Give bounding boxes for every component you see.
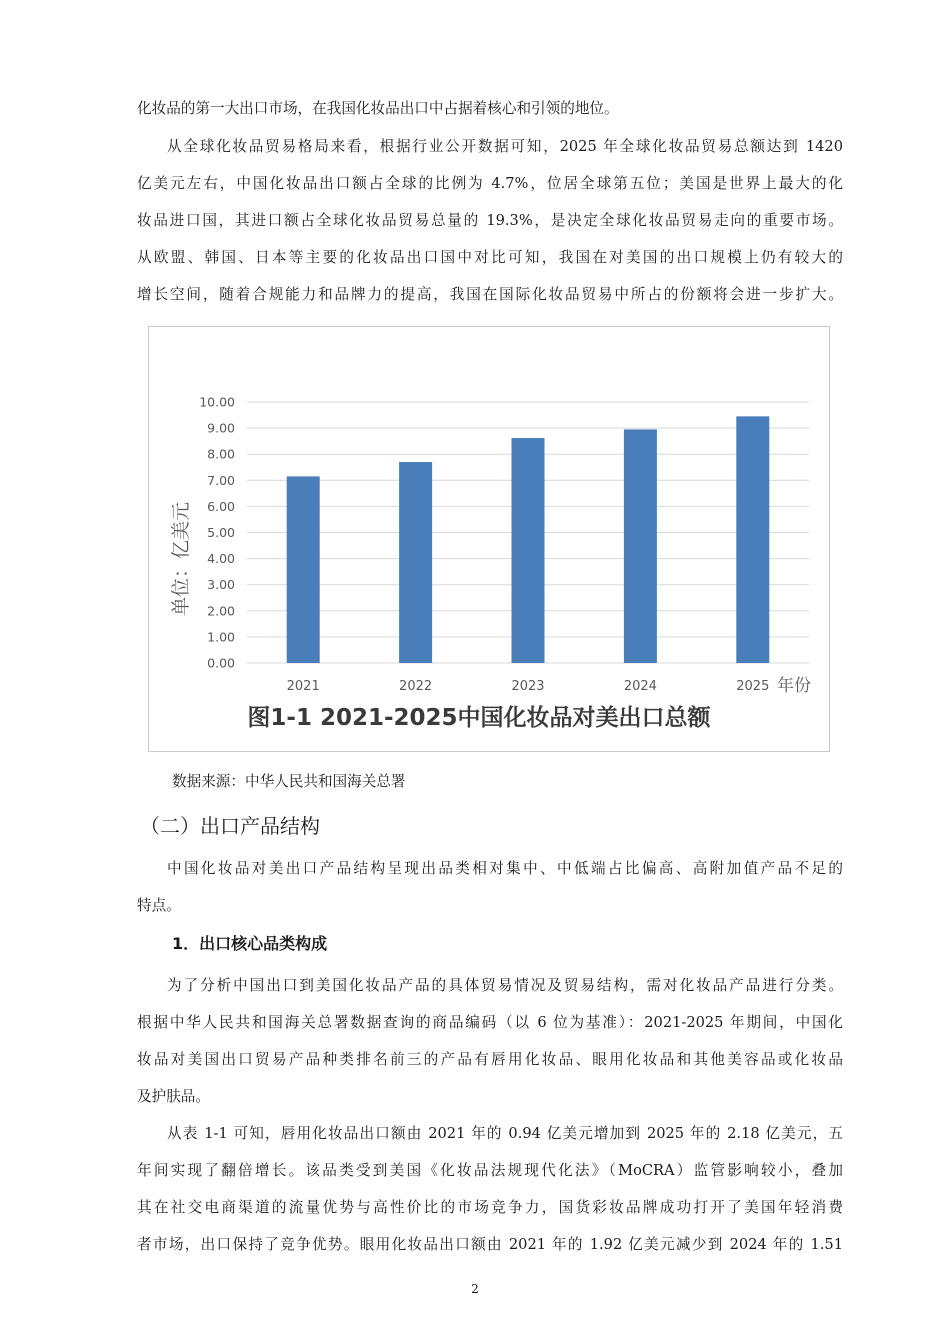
text-line: 从全球化妆品贸易格局来看，根据行业公开数据可知，2025 年全球化妆品贸易总额达到 1420 [167, 138, 843, 155]
y-tick-label: 8.00 [207, 446, 235, 462]
text-line: 化妆品的第一大出口市场，在我国化妆品出口中占据着核心和引领的地位。 [137, 100, 619, 117]
y-axis-label: 单位：亿美元 [170, 501, 192, 617]
text-line: 中国化妆品对美出口产品结构呈现出品类相对集中、中低端占比偏高、高附加值产品不足的 [167, 860, 843, 877]
text-line: 妆品对美国出口贸易产品种类排名前三的产品有唇用化妆品、眼用化妆品和其他美容品或化妆品 [137, 1051, 843, 1068]
x-tick-label: 2022 [399, 679, 433, 694]
bar-chart [149, 327, 829, 751]
x-tick-label: 2024 [623, 679, 657, 694]
bar-2022 [399, 462, 432, 663]
y-tick-label: 9.00 [207, 420, 235, 436]
data-source-note: 数据来源：中华人民共和国海关总署 [172, 773, 406, 790]
y-tick-label: 3.00 [207, 577, 235, 593]
text-line: 从表 1-1 可知，唇用化妆品出口额由 2021 年的 0.94 亿美元增加到 2025 年的 2.18 亿美元，五 [167, 1125, 843, 1142]
page-number: 2 [471, 1282, 479, 1296]
section-heading: （二）出口产品结构 [140, 814, 320, 838]
text-line: 者市场，出口保持了竞争优势。眼用化妆品出口额由 2021 年的 1.92 亿美元减少到 2024 年的 1.51 [137, 1236, 843, 1253]
paragraph-classification [137, 967, 843, 1115]
y-tick-label: 7.00 [207, 472, 235, 488]
x-tick-label: 2025 [736, 679, 770, 694]
bar-2021 [287, 476, 320, 663]
y-tick-label: 1.00 [207, 629, 235, 645]
chart-figure [148, 326, 830, 752]
y-tick-label: 10.00 [199, 394, 235, 410]
bar-2023 [512, 438, 545, 663]
x-tick-label: 2023 [511, 679, 545, 694]
text-line: 为了分析中国出口到美国化妆品产品的具体贸易情况及贸易结构，需对化妆品产品进行分类。 [167, 977, 843, 994]
text-line: 从欧盟、韩国、日本等主要的化妆品出口国中对比可知，我国在对美国的出口规模上仍有较大的 [137, 249, 843, 266]
text-line: 特点。 [137, 897, 181, 914]
text-line: 根据中华人民共和国海关总署数据查询的商品编码（以 6 位为基准）：2021-2025 年期间，中国化 [137, 1014, 843, 1031]
x-tick-label: 2021 [286, 679, 320, 694]
bar-2025 [736, 416, 769, 663]
paragraph-lip-cosmetics [137, 1115, 843, 1263]
bar-2024 [624, 429, 657, 663]
text-line: 年间实现了翻倍增长。该品类受到美国《化妆品法规现代化法》（MoCRA）监管影响较小，叠加 [137, 1162, 843, 1179]
chart-title: 图1-1 2021-2025中国化妆品对美出口总额 [247, 705, 711, 731]
y-tick-label: 6.00 [207, 498, 235, 514]
y-tick-label: 5.00 [207, 525, 235, 540]
paragraph-structure [137, 850, 843, 924]
x-axis-label: 年份 [777, 676, 811, 696]
text-line: 妆品进口国，其进口额占全球化妆品贸易总量的 19.3%，是决定全球化妆品贸易走向的重要市场。 [137, 212, 843, 229]
y-tick-label: 4.00 [207, 551, 235, 567]
text-line: 及护肤品。 [137, 1088, 210, 1105]
paragraph-global-trade [137, 128, 843, 313]
text-line: 其在社交电商渠道的流量优势与高性价比的市场竞争力，国货彩妆品牌成功打开了美国年轻消费 [137, 1199, 843, 1216]
paragraph-intro-tail [137, 90, 843, 127]
text-line: 增长空间，随着合规能力和品牌力的提高，我国在国际化妆品贸易中所占的份额将会进一步扩大。 [137, 286, 843, 303]
text-line: 亿美元左右，中国化妆品出口额占全球的比例为 4.7%，位居全球第五位；美国是世界上最大的化 [137, 175, 843, 192]
y-tick-label: 2.00 [207, 603, 235, 619]
subsection-heading: 1．出口核心品类构成 [172, 934, 328, 953]
y-tick-label: 0.00 [207, 655, 235, 671]
